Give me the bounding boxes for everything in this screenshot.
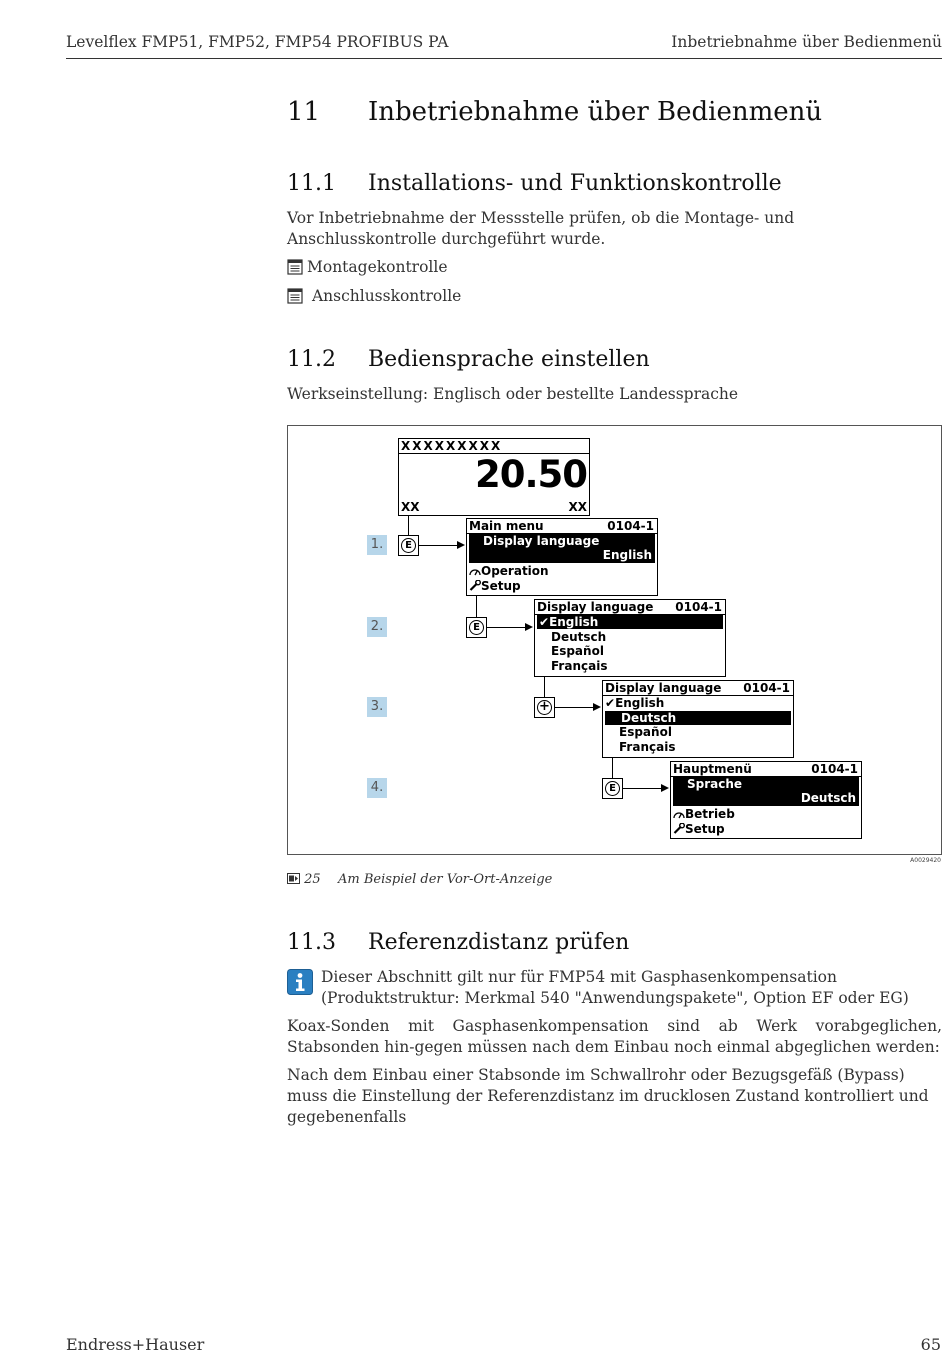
chapter-title: Inbetriebnahme über Bedienmenü	[368, 97, 823, 127]
figure-number: 25	[304, 872, 321, 887]
ref-anschlusskontrolle[interactable]	[287, 286, 461, 307]
section-11-3-number: 11.3	[287, 930, 336, 955]
lcd-unit-left: XX	[401, 500, 420, 514]
lcd-display-language	[602, 680, 794, 758]
lcd-display-language	[534, 599, 726, 677]
ref-label: Montagekontrolle	[307, 258, 448, 276]
arrow-right-icon	[593, 703, 601, 711]
connector-line	[476, 596, 477, 617]
figure-local-display	[287, 425, 942, 855]
header-section-title: Inbetriebnahme über Bedienmenü	[671, 33, 942, 51]
lcd-title: Main menu 0104-1	[467, 519, 657, 534]
checkmark-icon: ✔	[605, 696, 616, 710]
lcd-menu-item: Setup	[467, 579, 657, 593]
gauge-icon	[673, 809, 685, 819]
page-number: 65	[920, 1335, 941, 1354]
wrench-icon	[673, 823, 685, 834]
lcd-main-menu	[466, 518, 658, 596]
section-11-3-title: Referenzdistanz prüfen	[368, 930, 630, 955]
lcd-option: Deutsch	[551, 630, 607, 644]
lcd-unit-right: XX	[568, 500, 587, 514]
connector-line	[419, 545, 457, 546]
gauge-icon	[469, 566, 481, 576]
ref-label: Anschlusskontrolle	[311, 287, 462, 305]
lcd-option-selected: ✔English	[537, 615, 723, 629]
lcd-measurement	[398, 438, 590, 516]
section-11-3-paragraph-2: Nach dem Einbau einer Stabsonde im Schwallrohr oder Bezugsgefäß (Bypass) muss die Einstellung der Referenzdistanz im drucklosen Zustand kontrolliert und gegebenenfalls	[287, 1066, 929, 1126]
connector-line	[555, 707, 593, 708]
step-label: 2.	[367, 617, 387, 637]
lcd-option: Español	[619, 725, 672, 739]
section-11-2-number: 11.2	[287, 347, 336, 372]
section-11-1-title: Installations- und Funktionskontrolle	[368, 171, 782, 196]
lcd-menu-item: Betrieb	[671, 807, 861, 821]
chapter-number: 11	[287, 97, 321, 127]
figure-caption	[287, 872, 321, 887]
lcd-title: Display language 0104-1	[535, 600, 725, 615]
section-11-3-paragraph-1: Koax-Sonden mit Gasphasenkompensation sind ab Werk vorabgeglichen, Stabsonden hin-gegen müssen nach dem Einbau noch einmal abgeglichen werden:	[287, 1017, 942, 1056]
connector-line	[623, 788, 661, 789]
wrench-icon	[469, 580, 481, 591]
arrow-right-icon	[457, 541, 465, 549]
lcd-option-highlighted: Deutsch	[605, 711, 791, 725]
lcd-title: Hauptmenü 0104-1	[671, 762, 861, 777]
enter-key-icon: E	[602, 778, 623, 799]
lcd-option: Español	[551, 644, 604, 658]
connector-line	[408, 516, 409, 535]
lcd-selected-item: Sprache Deutsch	[673, 777, 859, 806]
figure-icon	[287, 873, 300, 884]
lcd-title: Display language 0104-1	[603, 681, 793, 696]
document-icon	[287, 259, 303, 275]
section-11-2-text: Werkseinstellung: Englisch oder bestellte Landessprache	[287, 385, 739, 403]
info-note: Dieser Abschnitt gilt nur für FMP54 mit Gasphasenkompensation (Produktstruktur: Merkmal 540 "Anwendungspakete", Option EF oder EG)	[321, 968, 909, 1007]
figure-id: A0029420	[910, 857, 941, 864]
lcd-option: ✔English	[605, 696, 665, 710]
section-11-1-text: Vor Inbetriebnahme der Messstelle prüfen, ob die Montage- und Anschlusskontrolle durchgeführt wurde.	[287, 209, 795, 248]
enter-key-icon: E	[466, 617, 487, 638]
step-label: 4.	[367, 778, 387, 798]
step-label: 1.	[367, 535, 387, 555]
enter-key-icon: E	[398, 535, 419, 556]
arrow-right-icon	[661, 784, 669, 792]
step-label: 3.	[367, 697, 387, 717]
lcd-tag: XXXXXXXXX	[399, 439, 589, 454]
document-icon	[287, 288, 303, 304]
footer-brand: Endress+Hauser	[66, 1335, 205, 1354]
arrow-right-icon	[525, 623, 533, 631]
connector-line	[544, 677, 545, 697]
connector-line	[612, 758, 613, 778]
connector-line	[487, 627, 525, 628]
lcd-hauptmenu	[670, 761, 862, 839]
section-11-1-number: 11.1	[287, 171, 336, 196]
lcd-menu-item: Operation	[467, 564, 657, 578]
lcd-option: Français	[619, 740, 676, 754]
figure-caption-text: Am Beispiel der Vor-Ort-Anzeige	[338, 872, 553, 887]
section-11-2-title: Bediensprache einstellen	[368, 347, 650, 372]
header-rule	[66, 58, 942, 59]
lcd-menu-item: Setup	[671, 822, 861, 836]
header-doc-title: Levelflex FMP51, FMP52, FMP54 PROFIBUS PA	[66, 33, 449, 51]
lcd-value: 20.50	[474, 453, 587, 496]
checkmark-icon: ✔	[539, 615, 550, 629]
lcd-selected-item: Display language English	[469, 534, 655, 563]
info-icon	[287, 969, 313, 995]
lcd-option: Français	[551, 659, 608, 673]
ref-montagekontrolle[interactable]	[287, 257, 448, 278]
plus-key-icon: +	[534, 697, 555, 718]
